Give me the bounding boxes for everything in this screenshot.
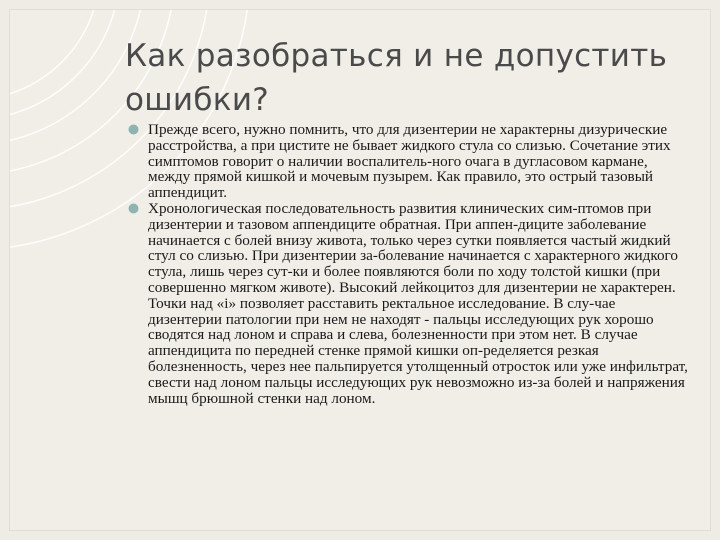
list-item <box>128 122 693 201</box>
bullet-text: Прежде всего, нужно помнить, что для дизентерии не характерны дизурические расстройства, а при цистите не бывает жидкого стула со слизью. Сочетание этих симптомов говорит о наличии воспалитель-ного очага в дугласовом кармане, между прямой кишкой и мочевым пузырем. Как правило, это острый тазовый аппендицит. <box>148 121 671 202</box>
circle-bullet-icon <box>128 124 139 135</box>
circle-bullet-icon <box>128 203 139 214</box>
slide-title: Как разобраться и не допустить ошибки? <box>125 38 668 118</box>
list-item <box>128 201 693 406</box>
bullet-list <box>128 122 693 406</box>
bullet-text: Хронологическая последовательность развития клинических сим-птомов при дизентерии и тазовом аппендиците обратная. При аппен-диците заболевание начинается с болей внизу живота, только через сутки появляется частый жидкий стул со слизью. При дизентерии за-болевание начинается с характерного жидкого стула, лишь через сут-ки и более появляются боли по ходу толстой кишки (при совершенно мягком животе). Высокий лейкоцитоз для дизентерии не характерен. Точки над «i» позволяет расставить ректальное исследование. В слу-чае дизентерии патологии при нем не находят - пальцы исследующих рук хорошо сводятся над лоном и справа и слева, болезненности при этом нет. В случае аппендицита по передней стенке прямой кишки оп-ределяется резкая болезненность, через нее пальпируется утолщенный отросток или уже инфильтрат, свести над лоном пальцы исследующих рук невозможно из-за болей и напряжения мышц брюшной стенки над лоном. <box>148 199 688 407</box>
